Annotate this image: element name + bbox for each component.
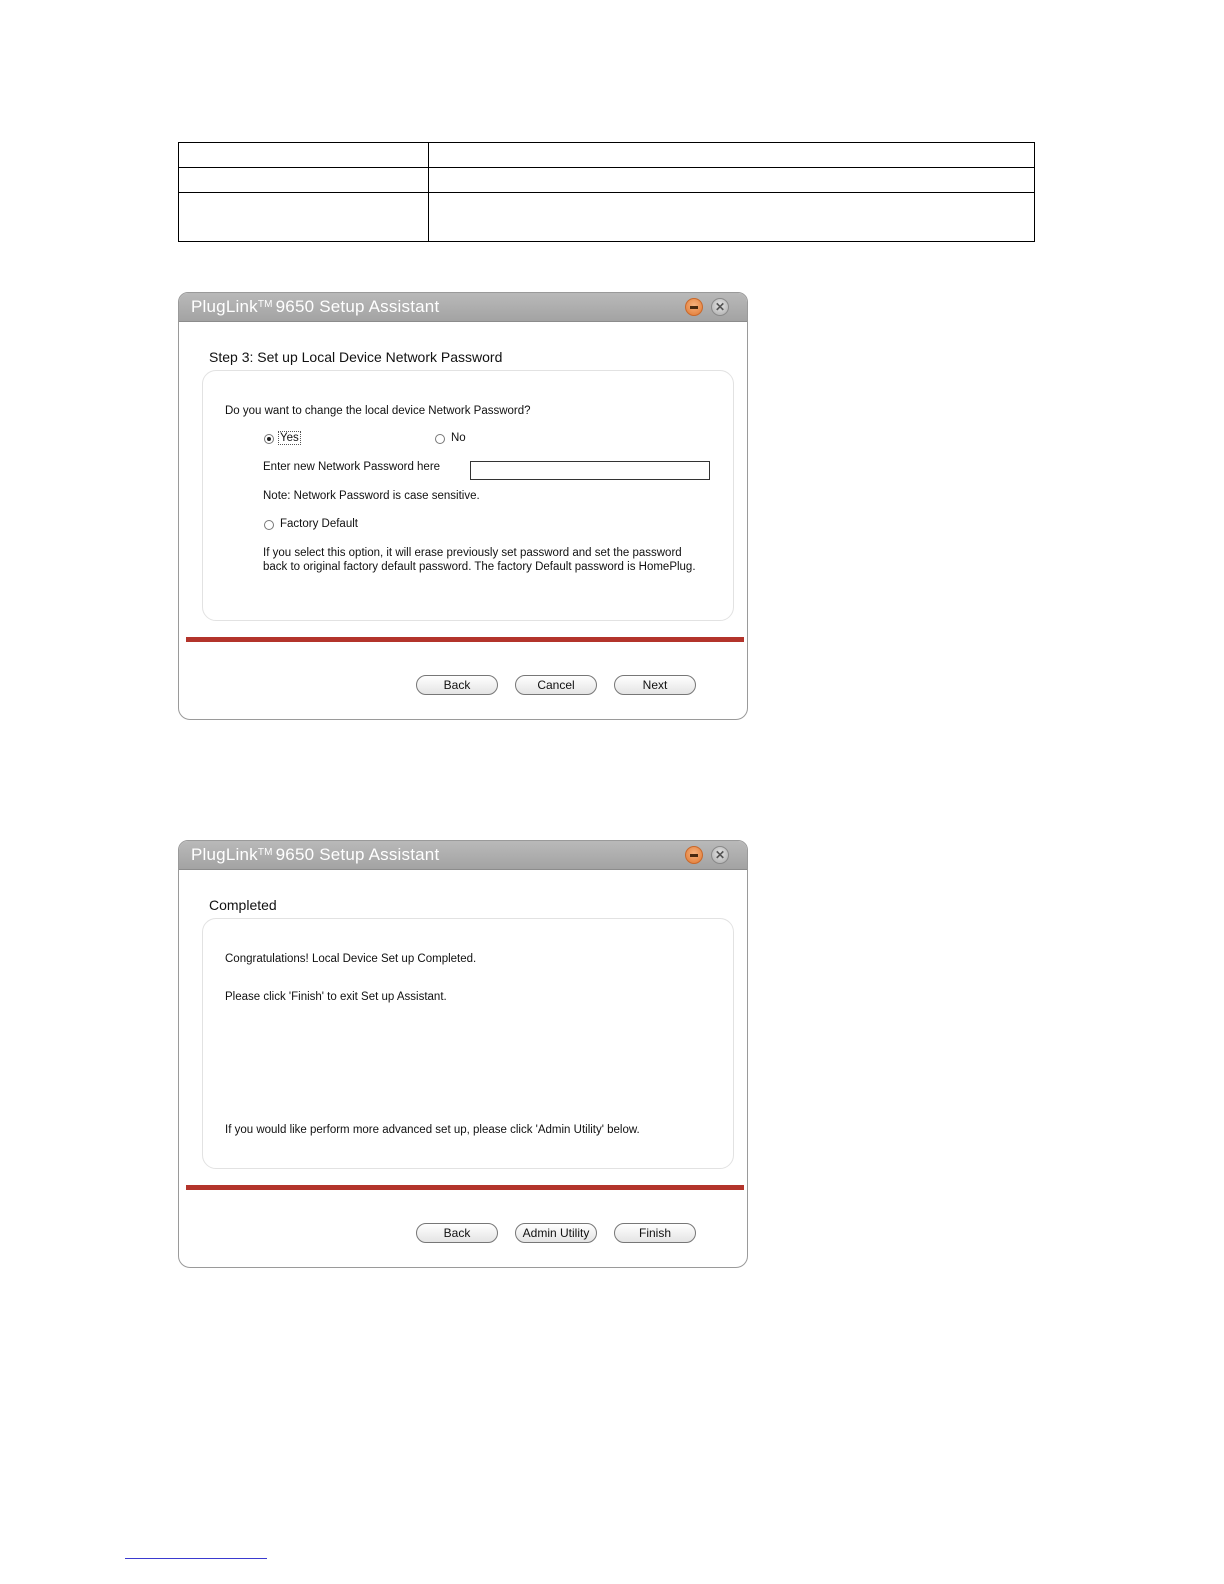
- back-button[interactable]: Back: [416, 675, 498, 695]
- yes-radio-label[interactable]: [278, 432, 301, 444]
- minimize-icon[interactable]: [685, 846, 703, 864]
- cancel-button[interactable]: Cancel: [515, 675, 597, 695]
- no-radio-label[interactable]: No: [451, 432, 466, 444]
- title-rest: 9650 Setup Assistant: [275, 845, 440, 864]
- table-row: [179, 143, 1035, 168]
- title-brand: PlugLink: [191, 297, 258, 316]
- question-text: Do you want to change the local device Network Password?: [225, 405, 531, 417]
- back-button[interactable]: Back: [416, 1223, 498, 1243]
- table-row: [179, 168, 1035, 193]
- step-title: Completed: [209, 897, 277, 913]
- factory-desc-line1: If you select this option, it will erase previously set password and set the password: [263, 547, 682, 559]
- title-bar[interactable]: [179, 841, 747, 870]
- title-bar[interactable]: [179, 293, 747, 322]
- window-title: [191, 845, 439, 865]
- title-trademark: TM: [257, 299, 273, 310]
- finish-button[interactable]: Finish: [614, 1223, 696, 1243]
- document-table: [178, 142, 1035, 242]
- password-label: Enter new Network Password here: [263, 461, 441, 473]
- password-input[interactable]: [470, 461, 710, 480]
- factory-desc-line2: back to original factory default password. The factory Default password is HomePlug.: [263, 561, 696, 573]
- setup-dialog-password: [178, 292, 748, 720]
- title-trademark: TM: [257, 847, 273, 858]
- setup-dialog-completed: [178, 840, 748, 1268]
- table-cell: [429, 143, 1035, 168]
- next-button[interactable]: Next: [614, 675, 696, 695]
- factory-default-radio[interactable]: [264, 520, 274, 530]
- yes-radio[interactable]: [264, 434, 274, 444]
- close-icon[interactable]: ✕: [711, 298, 729, 316]
- note-text: Note: Network Password is case sensitive.: [263, 490, 480, 502]
- factory-default-label[interactable]: Factory Default: [280, 518, 358, 530]
- table-row: [179, 193, 1035, 242]
- admin-utility-button[interactable]: Admin Utility: [515, 1223, 597, 1243]
- no-radio[interactable]: [435, 434, 445, 444]
- table-cell: [429, 193, 1035, 242]
- close-icon[interactable]: ✕: [711, 846, 729, 864]
- table-cell: [179, 143, 429, 168]
- title-rest: 9650 Setup Assistant: [275, 297, 440, 316]
- title-brand: PlugLink: [191, 845, 258, 864]
- table-cell: [179, 193, 429, 242]
- congrats-text: Congratulations! Local Device Set up Completed.: [225, 953, 477, 965]
- window-title: [191, 297, 439, 317]
- table-cell: [429, 168, 1035, 193]
- finish-instruction-text: Please click 'Finish' to exit Set up Assistant.: [225, 991, 447, 1003]
- step-title: Step 3: Set up Local Device Network Password: [209, 349, 503, 365]
- admin-instruction-text: If you would like perform more advanced set up, please click 'Admin Utility' below.: [225, 1124, 640, 1136]
- table-cell: [179, 168, 429, 193]
- divider-bar: [186, 1185, 744, 1190]
- minimize-icon[interactable]: [685, 298, 703, 316]
- footnote-rule: [125, 1558, 267, 1559]
- yes-label-text: Yes: [280, 432, 299, 444]
- divider-bar: [186, 637, 744, 642]
